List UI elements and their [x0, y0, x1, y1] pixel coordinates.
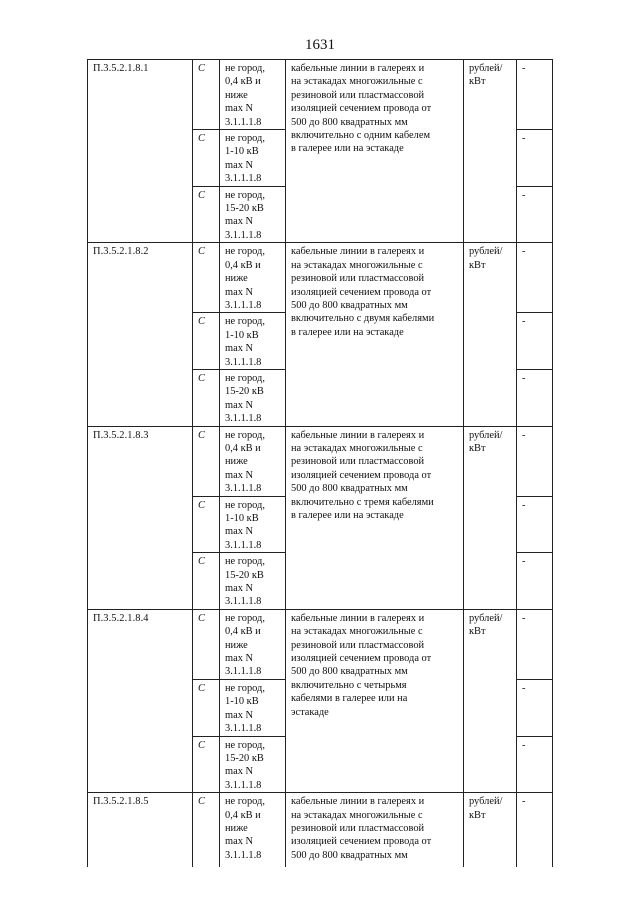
item-code-cell: П.3.5.2.1.8.4	[88, 609, 193, 792]
category-cell: С	[193, 60, 220, 130]
condition-cell: не город, 1-10 кВ max N 3.1.1.1.8	[220, 313, 286, 370]
item-code-cell: П.3.5.2.1.8.1	[88, 60, 193, 243]
category-cell: С	[193, 369, 220, 426]
unit-cell: рублей/ кВт	[464, 243, 517, 426]
condition-cell: не город, 0,4 кВ и ниже max N 3.1.1.1.8	[220, 60, 286, 130]
description-cell: кабельные линии в галереях и на эстакадах многожильные с резиновой или пластмассовой изоляцией сечением провода от 500 до 800 квадратных мм включительно с четырьмя кабелями в галерее или на эстакаде	[286, 609, 464, 792]
item-code-cell: П.3.5.2.1.8.3	[88, 426, 193, 609]
page-number: 1631	[305, 37, 335, 53]
rate-cell: -	[517, 793, 553, 868]
rate-cell: -	[517, 130, 553, 187]
description-cell: кабельные линии в галереях и на эстакадах многожильные с резиновой или пластмассовой изоляцией сечением провода от 500 до 800 квадратных мм	[286, 793, 464, 868]
condition-cell: не город, 15-20 кВ max N 3.1.1.1.8	[220, 369, 286, 426]
item-code-cell: П.3.5.2.1.8.2	[88, 243, 193, 426]
description-cell: кабельные линии в галереях и на эстакадах многожильные с резиновой или пластмассовой изоляцией сечением провода от 500 до 800 квадратных мм включительно с двумя кабелями в галерее или на эстакаде	[286, 243, 464, 426]
category-cell: С	[193, 243, 220, 313]
category-cell: С	[193, 426, 220, 496]
item-code-cell: П.3.5.2.1.8.5	[88, 793, 193, 868]
category-cell: С	[193, 496, 220, 553]
table-row	[88, 243, 553, 313]
condition-cell: не город, 1-10 кВ max N 3.1.1.1.8	[220, 130, 286, 187]
rate-cell: -	[517, 60, 553, 130]
unit-cell: рублей/ кВт	[464, 60, 517, 243]
category-cell: С	[193, 609, 220, 679]
table-row	[88, 426, 553, 496]
condition-cell: не город, 15-20 кВ max N 3.1.1.1.8	[220, 736, 286, 793]
condition-cell: не город, 0,4 кВ и ниже max N 3.1.1.1.8	[220, 793, 286, 868]
condition-cell: не город, 0,4 кВ и ниже max N 3.1.1.1.8	[220, 243, 286, 313]
category-cell: С	[193, 736, 220, 793]
rate-cell: -	[517, 496, 553, 553]
rate-cell: -	[517, 609, 553, 679]
rate-cell: -	[517, 736, 553, 793]
rate-cell: -	[517, 243, 553, 313]
tariff-table-body	[88, 60, 553, 868]
unit-cell: рублей/ кВт	[464, 426, 517, 609]
rate-cell: -	[517, 679, 553, 736]
rate-cell: -	[517, 186, 553, 243]
rate-cell: -	[517, 369, 553, 426]
condition-cell: не город, 1-10 кВ max N 3.1.1.1.8	[220, 496, 286, 553]
category-cell: С	[193, 130, 220, 187]
table-row	[88, 609, 553, 679]
table-row	[88, 793, 553, 868]
category-cell: С	[193, 679, 220, 736]
category-cell: С	[193, 553, 220, 610]
description-cell: кабельные линии в галереях и на эстакадах многожильные с резиновой или пластмассовой изоляцией сечением провода от 500 до 800 квадратных мм включительно с одним кабелем в галерее или на эстакаде	[286, 60, 464, 243]
unit-cell: рублей/ кВт	[464, 793, 517, 868]
condition-cell: не город, 0,4 кВ и ниже max N 3.1.1.1.8	[220, 609, 286, 679]
condition-cell: не город, 15-20 кВ max N 3.1.1.1.8	[220, 186, 286, 243]
rate-cell: -	[517, 313, 553, 370]
category-cell: С	[193, 793, 220, 868]
condition-cell: не город, 15-20 кВ max N 3.1.1.1.8	[220, 553, 286, 610]
category-cell: С	[193, 313, 220, 370]
table-row	[88, 60, 553, 130]
condition-cell: не город, 0,4 кВ и ниже max N 3.1.1.1.8	[220, 426, 286, 496]
rate-cell: -	[517, 553, 553, 610]
condition-cell: не город, 1-10 кВ max N 3.1.1.1.8	[220, 679, 286, 736]
rate-cell: -	[517, 426, 553, 496]
unit-cell: рублей/ кВт	[464, 609, 517, 792]
description-cell: кабельные линии в галереях и на эстакадах многожильные с резиновой или пластмассовой изоляцией сечением провода от 500 до 800 квадратных мм включительно с тремя кабелями в галерее или на эстакаде	[286, 426, 464, 609]
category-cell: С	[193, 186, 220, 243]
tariff-table	[87, 59, 553, 867]
